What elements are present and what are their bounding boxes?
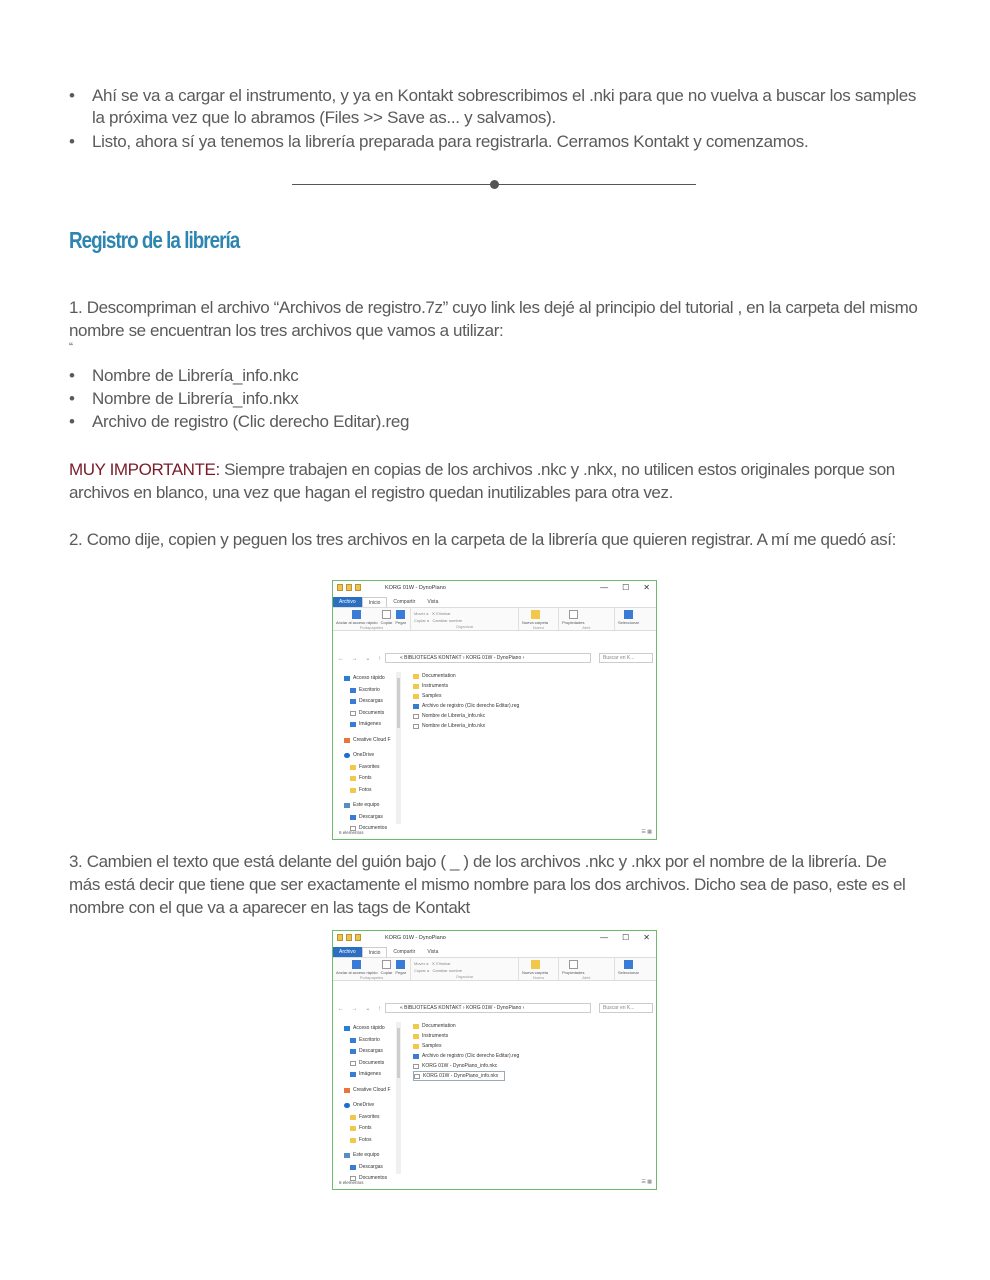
nav-item-label: Fotos: [359, 1136, 372, 1143]
quick-access-toolbar: [337, 584, 361, 591]
delete-button[interactable]: Eliminar: [436, 611, 451, 616]
scrollbar-thumb[interactable]: [397, 678, 400, 728]
folder-icon: [413, 694, 419, 699]
view-mode-icons[interactable]: ☰ ▦: [641, 829, 652, 835]
nav-item-label: Fonts: [359, 775, 372, 781]
window-controls: [600, 583, 650, 592]
blue-icon: [350, 1165, 356, 1170]
properties-button[interactable]: [562, 960, 584, 975]
nav-item[interactable]: [339, 1112, 401, 1124]
star-icon: [344, 1026, 350, 1031]
properties-icon: [346, 934, 352, 941]
onedrive-icon: [344, 753, 350, 758]
properties-label: Propiedades: [562, 970, 585, 975]
file-item[interactable]: [413, 1061, 633, 1071]
paste-button[interactable]: [395, 610, 406, 625]
file-icon: [413, 704, 419, 709]
ribbon-group-select: [615, 958, 655, 980]
docfile-icon: [350, 1061, 356, 1066]
pin-label: Anclar al acceso rápido: [336, 620, 378, 625]
nav-item-label: Documentos: [359, 1175, 388, 1181]
file-name: KORG 01W - DynoPiano_info.nkc: [422, 1063, 498, 1069]
new-folder-button[interactable]: [522, 610, 548, 625]
ribbon-group-open: [559, 608, 615, 630]
bullet-symbol: •: [69, 412, 75, 431]
properties-icon: [569, 610, 578, 619]
new-folder-icon: [531, 960, 540, 969]
new-folder-label: Nueva carpeta: [522, 970, 549, 975]
nav-arrows[interactable]: ← → ⌄ ↑: [338, 655, 385, 662]
nav-item[interactable]: [339, 1058, 401, 1070]
status-bar-count: 6 elementos: [339, 1180, 364, 1185]
file-bullet-item: [69, 411, 921, 433]
ribbon-group-clipboard: [333, 958, 411, 980]
paste-label: Pegar: [395, 620, 407, 625]
pc-icon: [344, 1153, 350, 1158]
nav-item[interactable]: [339, 1100, 401, 1112]
tab-vista[interactable]: Vista: [427, 949, 439, 955]
folder-icon: [350, 1138, 356, 1143]
rename-button[interactable]: Cambiar nombre: [432, 968, 463, 973]
file-icon: [413, 1054, 419, 1059]
nav-item-label: Imágenes: [359, 1071, 381, 1077]
search-input[interactable]: Buscar en K...: [599, 653, 653, 663]
nav-item[interactable]: [339, 762, 401, 774]
delete-button[interactable]: Eliminar: [436, 961, 451, 966]
tab-inicio[interactable]: Inicio: [362, 597, 388, 607]
nav-item[interactable]: [339, 1085, 401, 1097]
divider-dot: [490, 180, 499, 189]
copy-button[interactable]: [381, 960, 393, 975]
tab-vista[interactable]: Vista: [427, 599, 439, 605]
nav-item-label: OneDrive: [353, 752, 375, 758]
nav-item[interactable]: [339, 1150, 401, 1162]
ribbon-group-open: [559, 958, 615, 980]
bullet-text: Archivo de registro (Clic derecho Editar).reg: [92, 412, 410, 431]
ribbon-tabs: [333, 947, 656, 957]
nav-item[interactable]: [339, 1023, 401, 1035]
window-title: KORG 01W - DynoPiano: [385, 935, 446, 941]
folder-icon: [413, 674, 419, 679]
file-icon: [414, 1074, 420, 1079]
status-bar-count: 6 elementos: [339, 830, 364, 835]
select-label: Seleccionar: [618, 620, 639, 625]
close-icon[interactable]: ✕: [643, 933, 650, 942]
file-icon: [413, 724, 419, 729]
bullet-symbol: •: [69, 132, 75, 151]
pin-label: Anclar al acceso rápido: [336, 970, 378, 975]
nav-item[interactable]: [339, 750, 401, 762]
nav-item-label: Creative Cloud F: [353, 736, 391, 743]
search-input[interactable]: Buscar en K...: [599, 1003, 653, 1013]
rename-button[interactable]: Cambiar nombre: [432, 618, 463, 623]
select-button[interactable]: [618, 610, 639, 625]
nav-item[interactable]: [339, 1135, 401, 1147]
folder-icon: [413, 1034, 419, 1039]
paste-button[interactable]: [395, 960, 406, 975]
nav-item[interactable]: [339, 1069, 401, 1081]
important-note: [69, 458, 921, 504]
copy-icon: [382, 960, 391, 969]
tab-archivo[interactable]: Archivo: [333, 947, 362, 957]
file-item[interactable]: [413, 1021, 633, 1031]
new-folder-label: Nueva carpeta: [522, 620, 549, 625]
window-titlebar: [333, 931, 656, 945]
cc-icon: [344, 1088, 350, 1093]
tab-compartir[interactable]: Compartir: [393, 599, 416, 605]
nav-item[interactable]: [339, 1162, 401, 1174]
pin-icon: [352, 960, 361, 969]
nav-item-label: Fonts: [359, 1125, 372, 1131]
file-item[interactable]: [413, 1041, 633, 1051]
maximize-icon[interactable]: ☐: [622, 583, 630, 592]
blue-icon: [350, 699, 356, 704]
group-label: Abrir: [582, 625, 591, 630]
folder-icon: [350, 1115, 356, 1120]
file-name: Archivo de registro (Clic derecho Editar).reg: [422, 1053, 520, 1059]
nav-item-label: OneDrive: [353, 1102, 375, 1108]
group-label: Nuevo: [532, 625, 545, 630]
move-to-button[interactable]: Mover a: [414, 611, 429, 616]
window-title: KORG 01W - DynoPiano: [385, 585, 446, 591]
file-item[interactable]: [413, 711, 633, 721]
folder-icon: [350, 776, 356, 781]
tab-archivo[interactable]: Archivo: [333, 597, 362, 607]
nav-item[interactable]: [339, 812, 401, 824]
nav-item[interactable]: [339, 773, 401, 785]
tab-compartir[interactable]: Compartir: [393, 949, 416, 955]
ribbon-group-organize: Mover a ✕ Eliminar Copiar a Cambiar nombre Organizar: [411, 608, 519, 630]
nav-item-label: Descargas: [359, 1048, 383, 1054]
star-icon: [344, 676, 350, 681]
properties-label: Propiedades: [562, 620, 585, 625]
ribbon-group-select: [615, 608, 655, 630]
file-icon: [413, 714, 419, 719]
file-name: Samples: [422, 693, 442, 699]
blue-icon: [350, 815, 356, 820]
nav-item[interactable]: [339, 1035, 401, 1047]
bullet-text: Ahí se va a cargar el instrumento, y ya en Kontakt sobrescribimos el .nki para que no vuelva a buscar los samples la próxima vez que lo abramos (Files >> Save as... y salvamos).: [92, 86, 917, 127]
folder-icon: [350, 788, 356, 793]
file-name: Instruments: [422, 683, 449, 689]
explorer-screenshot-before: [332, 580, 657, 840]
group-label: Nuevo: [532, 975, 545, 980]
section-heading: Registro de la librería: [69, 227, 240, 253]
pc-icon: [344, 803, 350, 808]
ribbon-group-new: [519, 608, 559, 630]
file-name: Documentation: [422, 673, 456, 679]
select-button[interactable]: [618, 960, 639, 975]
copy-label: Copiar: [380, 970, 393, 975]
minimize-icon[interactable]: —: [600, 583, 609, 592]
file-item[interactable]: [413, 701, 633, 711]
nav-item-label: Escritorio: [359, 1036, 380, 1043]
maximize-icon[interactable]: ☐: [622, 933, 630, 942]
file-name: Instruments: [422, 1033, 449, 1039]
blue-icon: [350, 722, 356, 727]
folder-icon: [413, 1044, 419, 1049]
paragraph-step-1: 1. Descompriman el archivo “Archivos de registro.7z” cuyo link les dejé al principio del tutorial , en la carpeta del mismo nombre se encuentran los tres archivos que vamos a utilizar:: [69, 298, 918, 340]
pin-button[interactable]: [336, 610, 378, 625]
new-folder-button[interactable]: [522, 960, 548, 975]
address-bar-row: [333, 1002, 656, 1014]
paste-label: Pegar: [395, 970, 407, 975]
nav-item[interactable]: [339, 673, 401, 685]
nav-item[interactable]: [339, 1046, 401, 1058]
nav-item-label: Acceso rápido: [353, 1025, 385, 1031]
file-list: [413, 1021, 633, 1081]
properties-icon: [569, 960, 578, 969]
nav-item[interactable]: [339, 785, 401, 797]
ribbon: [333, 957, 656, 981]
navigation-pane: [339, 1023, 401, 1185]
properties-icon: [346, 584, 352, 591]
docfile-icon: [350, 711, 356, 716]
navigation-pane: [339, 673, 401, 835]
folder-icon: [337, 584, 343, 591]
nav-item-label: Este equipo: [353, 802, 380, 808]
nav-item-label: Este equipo: [353, 1152, 380, 1158]
ribbon: [333, 607, 656, 631]
nav-item-label: Documents: [359, 1059, 385, 1066]
file-item[interactable]: [413, 721, 633, 731]
bullet-item: [69, 131, 921, 153]
copy-label: Copiar: [380, 620, 393, 625]
paragraph-step-3: 3. Cambien el texto que está delante del guión bajo ( _ ) de los archivos .nkc y .nkx por el nombre de la librería. De más está decir que tiene que ser exactamente el mismo nombre para los dos archivos. Dicho sea de paso, este es el nombre con el que va a aparecer en las tags de Kontakt: [69, 852, 906, 917]
tab-inicio[interactable]: Inicio: [362, 947, 388, 957]
bullet-text: Listo, ahora sí ya tenemos la librería preparada para registrarla. Cerramos Kontakt y comenzamos.: [92, 132, 809, 151]
blue-icon: [350, 1038, 356, 1043]
nav-item[interactable]: [339, 1123, 401, 1135]
copy-icon: [382, 610, 391, 619]
file-item[interactable]: [413, 1051, 633, 1061]
folder-icon: [413, 1024, 419, 1029]
nav-item-label: Documents: [359, 709, 385, 716]
new-folder-icon: [531, 610, 540, 619]
important-text: Siempre trabajen en copias de los archivos .nkc y .nkx, no utilicen estos originales porque son archivos en blanco, una vez que hagan el registro quedan inutilizables para otra vez.: [69, 460, 895, 502]
select-icon: [624, 610, 633, 619]
file-name: Archivo de registro (Clic derecho Editar).reg: [422, 703, 520, 709]
scrollbar[interactable]: [396, 672, 401, 824]
nav-item[interactable]: [339, 719, 401, 731]
group-label: Portapapeles: [359, 975, 384, 980]
ribbon-tabs: [333, 597, 656, 607]
nav-item-label: Favorites: [359, 1113, 380, 1120]
ribbon-group-clipboard: [333, 608, 411, 630]
window-titlebar: [333, 581, 656, 595]
onedrive-icon: [344, 1103, 350, 1108]
address-bar-row: [333, 652, 656, 664]
bullet-item: [69, 85, 921, 129]
bullet-symbol: •: [69, 389, 75, 408]
file-name: Nombre de Librería_info.nkx: [422, 723, 486, 729]
nav-item-label: Creative Cloud F: [353, 1086, 391, 1093]
scrollbar[interactable]: [396, 1022, 401, 1174]
window-controls: [600, 933, 650, 942]
select-icon: [624, 960, 633, 969]
file-name: Samples: [422, 1043, 442, 1049]
stray-quote-mark: “: [69, 340, 73, 354]
file-bullet-item: [69, 388, 921, 410]
file-item[interactable]: [413, 1071, 505, 1081]
file-bullet-item: [69, 365, 921, 387]
folder-icon: [350, 765, 356, 770]
nav-item-label: Descargas: [359, 1163, 383, 1170]
file-name: Nombre de Librería_info.nkc: [422, 713, 486, 719]
move-to-button[interactable]: Mover a: [414, 961, 429, 966]
file-name: KORG 01W - DynoPiano_info.nkx: [423, 1073, 499, 1079]
nav-item[interactable]: [339, 735, 401, 747]
view-mode-icons[interactable]: ☰ ▦: [641, 1179, 652, 1185]
important-label: MUY IMPORTANTE:: [69, 460, 220, 479]
blue-icon: [350, 1072, 356, 1077]
nav-arrows[interactable]: ← → ⌄ ↑: [338, 1005, 385, 1012]
folder-icon: [413, 684, 419, 689]
nav-item[interactable]: [339, 800, 401, 812]
group-label: Organizar: [455, 974, 474, 979]
group-label: Portapapeles: [359, 625, 384, 630]
cc-icon: [344, 738, 350, 743]
nav-item-label: Favorites: [359, 763, 380, 770]
nav-item[interactable]: [339, 696, 401, 708]
bullet-symbol: •: [69, 86, 75, 105]
select-label: Seleccionar: [618, 970, 639, 975]
folder-icon: [337, 934, 343, 941]
blue-icon: [350, 688, 356, 693]
nav-item-label: Fotos: [359, 786, 372, 793]
folder-icon: [350, 1126, 356, 1131]
file-item[interactable]: [413, 671, 633, 681]
file-icon: [413, 1064, 419, 1069]
address-path[interactable]: « BIBLIOTECAS KONTAKT › KORG 01W - DynoPiano ›: [385, 1003, 591, 1013]
file-list: [413, 671, 633, 731]
file-name: Documentation: [422, 1023, 456, 1029]
file-item[interactable]: [413, 681, 633, 691]
address-path[interactable]: « BIBLIOTECAS KONTAKT › KORG 01W - DynoPiano ›: [385, 653, 591, 663]
scrollbar-thumb[interactable]: [397, 1028, 400, 1078]
pin-button[interactable]: [336, 960, 378, 975]
folder-icon: [355, 934, 361, 941]
nav-item-label: Descargas: [359, 698, 383, 704]
bullet-symbol: •: [69, 366, 75, 385]
properties-button[interactable]: [562, 610, 584, 625]
file-item[interactable]: [413, 1031, 633, 1041]
nav-item-label: Documentos: [359, 825, 388, 831]
file-item[interactable]: [413, 691, 633, 701]
group-label: Abrir: [582, 975, 591, 980]
ribbon-group-organize: Mover a ✕ Eliminar Copiar a Cambiar nombre Organizar: [411, 958, 519, 980]
folder-icon: [355, 584, 361, 591]
blue-icon: [350, 1049, 356, 1054]
bullet-text: Nombre de Librería_info.nkx: [92, 389, 299, 408]
nav-item-label: Acceso rápido: [353, 675, 385, 681]
explorer-screenshot-after: [332, 930, 657, 1190]
paragraph-step-2: 2. Como dije, copien y peguen los tres archivos en la carpeta de la librería que quieren registrar. A mí me quedó así:: [69, 530, 896, 549]
quick-access-toolbar: [337, 934, 361, 941]
copy-button[interactable]: [381, 610, 393, 625]
group-label: Organizar: [455, 624, 474, 629]
paste-icon: [396, 610, 405, 619]
nav-item[interactable]: [339, 708, 401, 720]
minimize-icon[interactable]: —: [600, 933, 609, 942]
nav-item-label: Imágenes: [359, 721, 381, 727]
copy-to-button[interactable]: Copiar a: [414, 618, 430, 623]
paste-icon: [396, 960, 405, 969]
copy-to-button[interactable]: Copiar a: [414, 968, 430, 973]
ribbon-group-new: [519, 958, 559, 980]
nav-item-label: Descargas: [359, 813, 383, 820]
close-icon[interactable]: ✕: [643, 583, 650, 592]
pin-icon: [352, 610, 361, 619]
nav-item-label: Escritorio: [359, 686, 380, 693]
bullet-text: Nombre de Librería_info.nkc: [92, 366, 299, 385]
nav-item[interactable]: [339, 685, 401, 697]
